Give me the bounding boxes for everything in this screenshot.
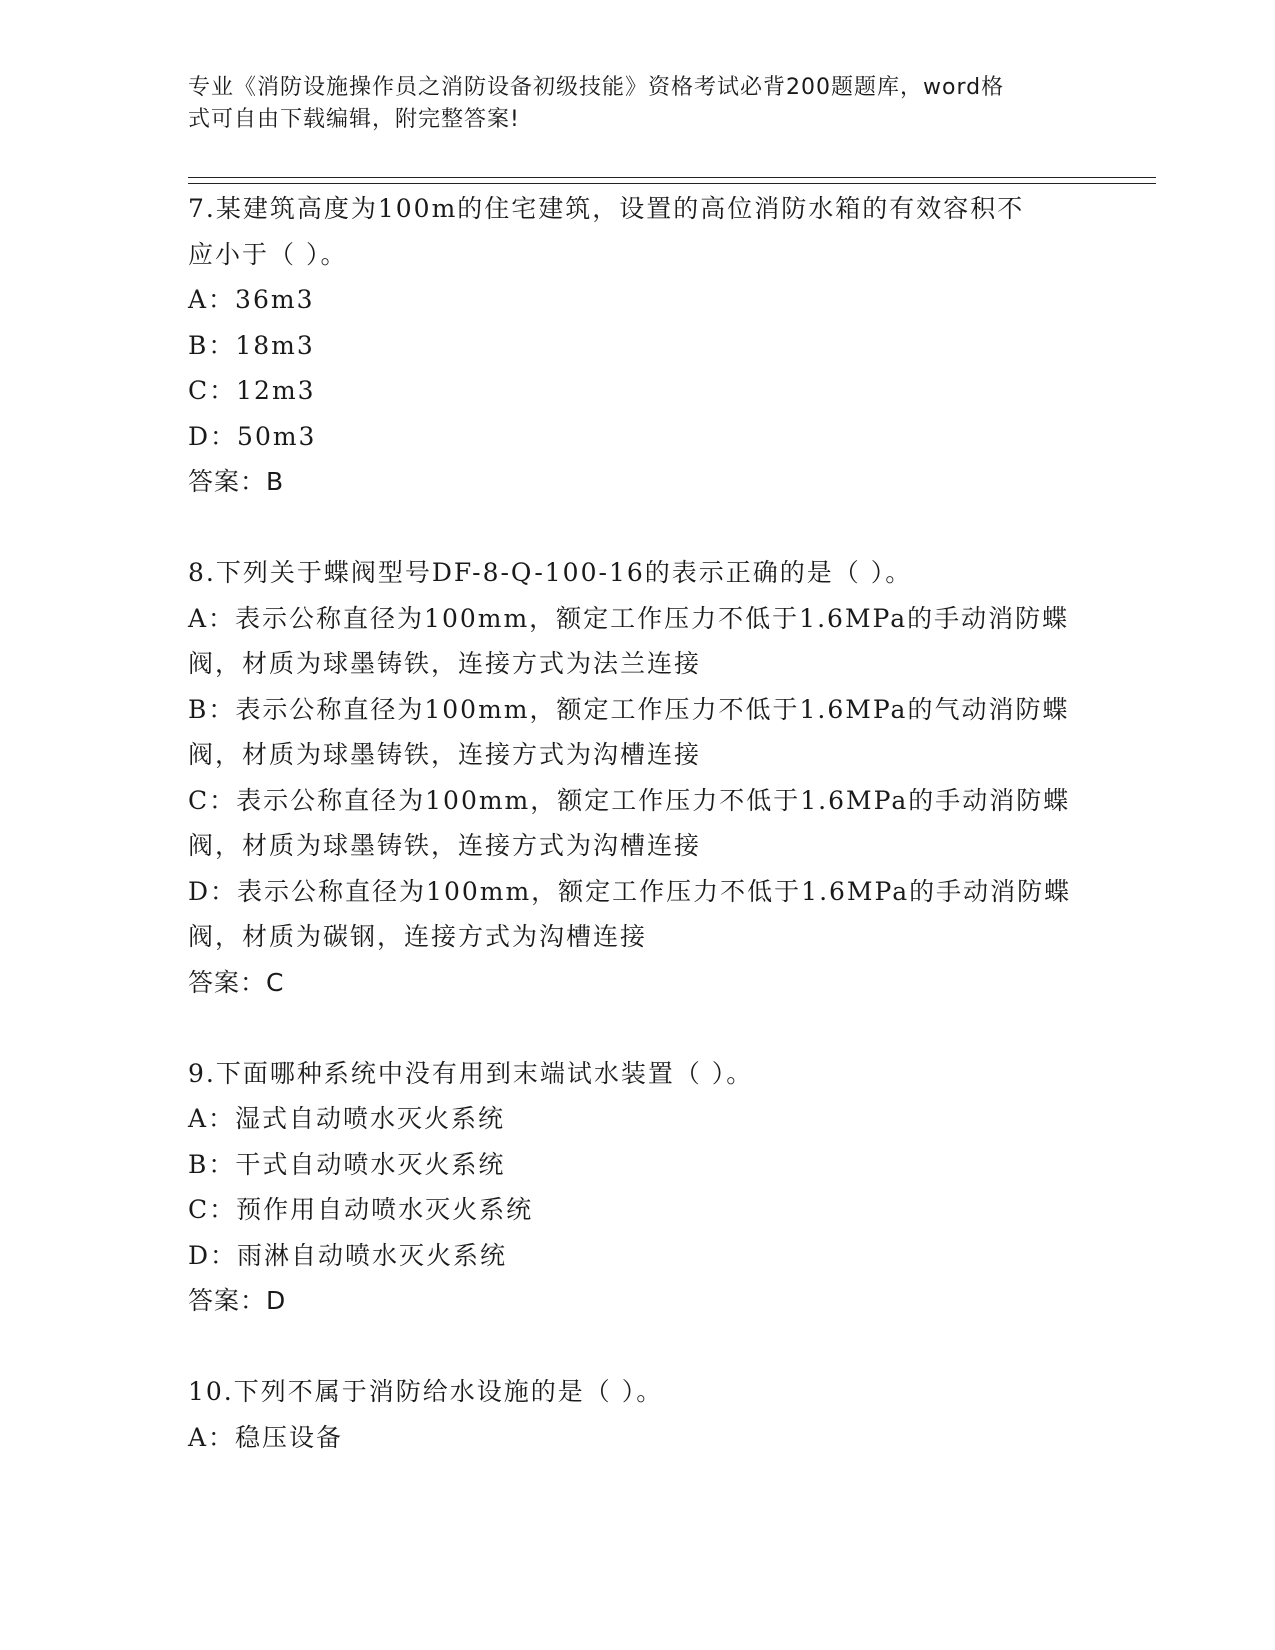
question-stem-line: 9.下面哪种系统中没有用到末端试水装置（ ）。 [188,1058,754,1088]
option-b-continued: 阀，材质为球墨铸铁，连接方式为沟槽连接 [188,740,702,769]
question-spacer [188,505,1088,551]
option-a-continued: 阀，材质为球墨铸铁，连接方式为法兰连接 [188,649,702,678]
option-d: D：50m3 [188,421,317,451]
header-line-2: 式可自由下载编辑，附完整答案! [188,107,520,132]
question-stem-line: 10.下列不属于消防给水设施的是（ ）。 [188,1377,664,1406]
header-divider-bottom [188,183,1156,184]
question-spacer [188,1324,1088,1370]
option-c: C：预作用自动喷水灭火系统 [188,1195,534,1224]
option-c: C：表示公称直径为100mm，额定工作压力不低于1.6MPa的手动消防蝶 [188,785,1071,815]
option-c: C：12m3 [188,376,316,405]
answer-line: 答案：C [188,967,285,997]
question-stem-line: 8.下列关于蝶阀型号DF-8-Q-100-16的表示正确的是（ ）。 [188,558,913,587]
header-line-1: 专业《消防设施操作员之消防设备初级技能》资格考试必背200题题库，word格 [188,75,1005,100]
question-stem-line: 7.某建筑高度为100m的住宅建筑，设置的高位消防水箱的有效容积不 [188,194,1025,223]
question-list [188,186,1088,1460]
option-b: B：表示公称直径为100mm，额定工作压力不低于1.6MPa的气动消防蝶 [188,694,1070,724]
option-b: B：18m3 [188,330,315,360]
option-d: D：表示公称直径为100mm，额定工作压力不低于1.6MPa的手动消防蝶 [188,876,1072,906]
header-divider-top [188,177,1156,178]
question-stem-line: 应小于（ ）。 [188,239,348,269]
option-c-continued: 阀，材质为球墨铸铁，连接方式为沟槽连接 [188,831,702,860]
option-b: B：干式自动喷水灭火系统 [188,1149,506,1179]
option-a: A：36m3 [188,285,315,314]
option-d: D：雨淋自动喷水灭火系统 [188,1240,508,1270]
option-a: A：稳压设备 [188,1422,344,1452]
question-9 [188,1051,1088,1370]
option-d-continued: 阀，材质为碳钢，连接方式为沟槽连接 [188,922,648,951]
question-8 [188,550,1088,1051]
option-a: A：表示公称直径为100mm，额定工作压力不低于1.6MPa的手动消防蝶 [188,603,1070,633]
question-spacer [188,1005,1088,1051]
question-10 [188,1369,1088,1460]
answer-line: 答案：D [188,1286,287,1315]
option-a: A：湿式自动喷水灭火系统 [188,1104,506,1133]
document-header [188,72,1068,136]
answer-line: 答案：B [188,467,285,496]
question-7 [188,186,1088,550]
